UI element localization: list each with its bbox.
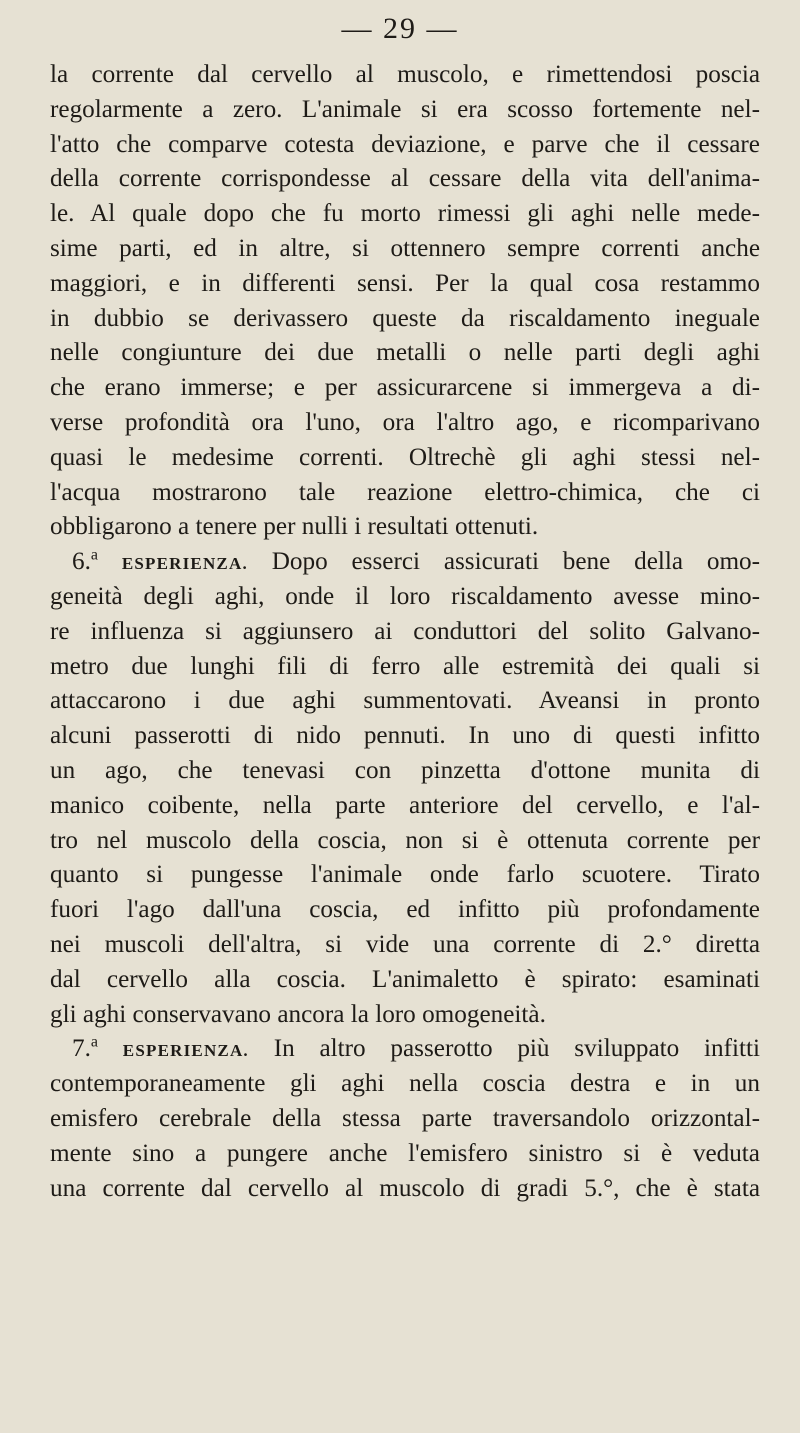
experiment-7-heading-line	[50, 1032, 760, 1067]
text-line: manico coibente, nella parte anteriore del cervello, e l'al-	[50, 791, 760, 819]
text-line: quanto si pungesse l'animale onde farlo scuotere. Tirato	[50, 861, 760, 889]
experiment-6-number: 6.	[72, 548, 91, 576]
text-line: in dubbio se derivassero queste da riscaldamento ineguale	[50, 304, 760, 332]
text-line: una corrente dal cervello al muscolo di gradi 5.°, che è stata	[50, 1174, 760, 1202]
text-line: le. Al quale dopo che fu morto rimessi gli aghi nelle mede-	[50, 200, 760, 228]
text-line: verse profondità ora l'uno, ora l'altro ago, e ricomparivano	[50, 408, 760, 436]
text-line: tro nel muscolo della coscia, non si è ottenuta corrente per	[50, 826, 760, 854]
page-number: — 29 —	[341, 12, 459, 45]
experiment-7-label: ESPERIENZA.	[122, 1041, 249, 1061]
experiment-6-text: Dopo esserci assicurati bene della omo-	[271, 548, 761, 576]
text-line: sime parti, ed in altre, si ottennero sempre correnti anche	[50, 234, 760, 262]
text-line: nei muscoli dell'altra, si vide una corrente di 2.° diretta	[50, 930, 760, 958]
experiment-7-number: 7.	[72, 1035, 91, 1063]
text-line: mente sino a pungere anche l'emisfero sinistro si è veduta	[50, 1139, 760, 1167]
text-line: un ago, che tenevasi con pinzetta d'ottone munita di	[50, 756, 760, 784]
text-line: obbligarono a tenere per nulli i resultati ottenuti.	[50, 513, 539, 541]
body-text	[50, 58, 760, 1206]
experiment-6-heading-line	[50, 545, 760, 580]
text-line: metro due lunghi fili di ferro alle estremità dei quali si	[50, 652, 760, 680]
text-line: la corrente dal cervello al muscolo, e rimettendosi poscia	[50, 61, 760, 88]
text-line: che erano immerse; e per assicurarcene si immergeva a di-	[50, 374, 760, 402]
text-line: geneità degli aghi, onde il loro riscaldamento avesse mino-	[50, 582, 760, 610]
text-line: gli aghi conservavano ancora la loro omogeneità.	[50, 1000, 546, 1028]
text-line: nelle congiunture dei due metalli o nelle parti degli aghi	[50, 339, 760, 367]
text-line: contemporaneamente gli aghi nella coscia destra e in un	[50, 1070, 760, 1098]
text-line: emisfero cerebrale della stessa parte traversandolo orizzontal-	[50, 1104, 760, 1132]
text-line: alcuni passerotti di nido pennuti. In uno di questi infitto	[50, 722, 760, 750]
experiment-6-ordinal: a	[90, 546, 98, 564]
text-line: maggiori, e in differenti sensi. Per la qual cosa restammo	[50, 269, 760, 297]
text-line: l'acqua mostrarono tale reazione elettro-chimica, che ci	[50, 478, 760, 506]
text-line: della corrente corrispondesse al cessare della vita dell'anima-	[50, 165, 760, 193]
text-line: quasi le medesime correnti. Oltrechè gli aghi stessi nel-	[50, 443, 760, 471]
text-line: l'atto che comparve cotesta deviazione, e parve che il cessare	[50, 130, 760, 158]
experiment-7-ordinal: a	[90, 1033, 98, 1051]
text-line: dal cervello alla coscia. L'animaletto è spirato: esaminati	[50, 965, 760, 993]
experiment-7-text: In altro passerotto più sviluppato infitti	[273, 1035, 761, 1063]
text-line: fuori l'ago dall'una coscia, ed infitto più profondamente	[50, 896, 760, 924]
experiment-6-label: ESPERIENZA.	[121, 554, 248, 574]
text-line: re influenza si aggiunsero ai conduttori del solito Galvano-	[50, 617, 760, 645]
text-line: regolarmente a zero. L'animale si era scosso fortemente nel-	[50, 95, 760, 123]
text-line: attaccarono i due aghi summentovati. Aveansi in pronto	[50, 687, 760, 715]
